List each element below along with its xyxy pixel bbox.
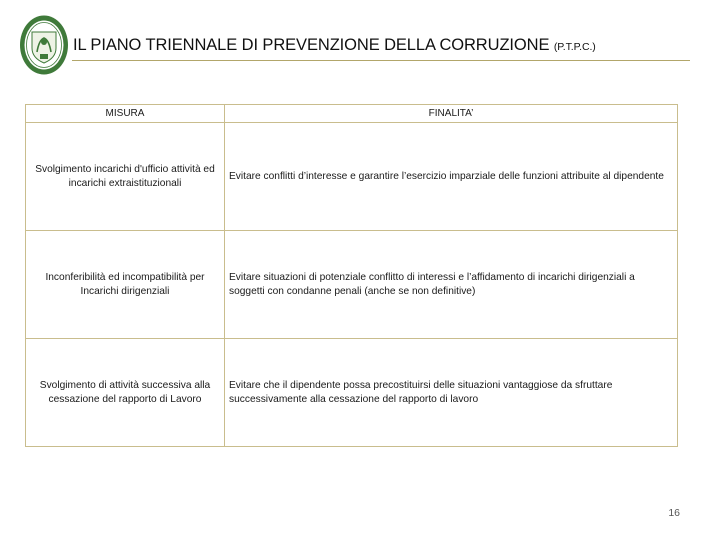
page-title <box>73 36 596 55</box>
column-header-purpose: FINALITA’ <box>225 105 678 123</box>
table-header-row <box>26 105 678 123</box>
table-row <box>26 339 678 447</box>
column-header-measure: MISURA <box>26 105 225 123</box>
measure-cell: Svolgimento incarichi d'ufficio attività ed incarichi extraistituzionali <box>26 123 225 231</box>
measure-cell: Inconferibilità ed incompatibilità per Incarichi dirigenziali <box>26 231 225 339</box>
table-row <box>26 231 678 339</box>
measure-cell: Svolgimento di attività successiva alla cessazione del rapporto di Lavoro <box>26 339 225 447</box>
title-divider <box>72 60 690 61</box>
purpose-cell: Evitare che il dipendente possa precostituirsi delle situazioni vantaggiose da sfruttare successivamente alla cessazione del rapporto di lavoro <box>225 339 678 447</box>
title-text: IL PIANO TRIENNALE DI PREVENZIONE DELLA CORRUZIONE <box>73 36 550 54</box>
measures-table <box>25 104 678 447</box>
table-row <box>26 123 678 231</box>
page-number: 16 <box>668 507 680 519</box>
title-suffix: (P.T.P.C.) <box>553 41 596 53</box>
emblem-logo-icon <box>19 14 69 76</box>
purpose-cell: Evitare situazioni di potenziale conflitto di interessi e l’affidamento di incarichi dirigenziali a soggetti con condanne penali (anche se non definitive) <box>225 231 678 339</box>
purpose-cell: Evitare conflitti d’interesse e garantire l’esercizio imparziale delle funzioni attribuite al dipendente <box>225 123 678 231</box>
